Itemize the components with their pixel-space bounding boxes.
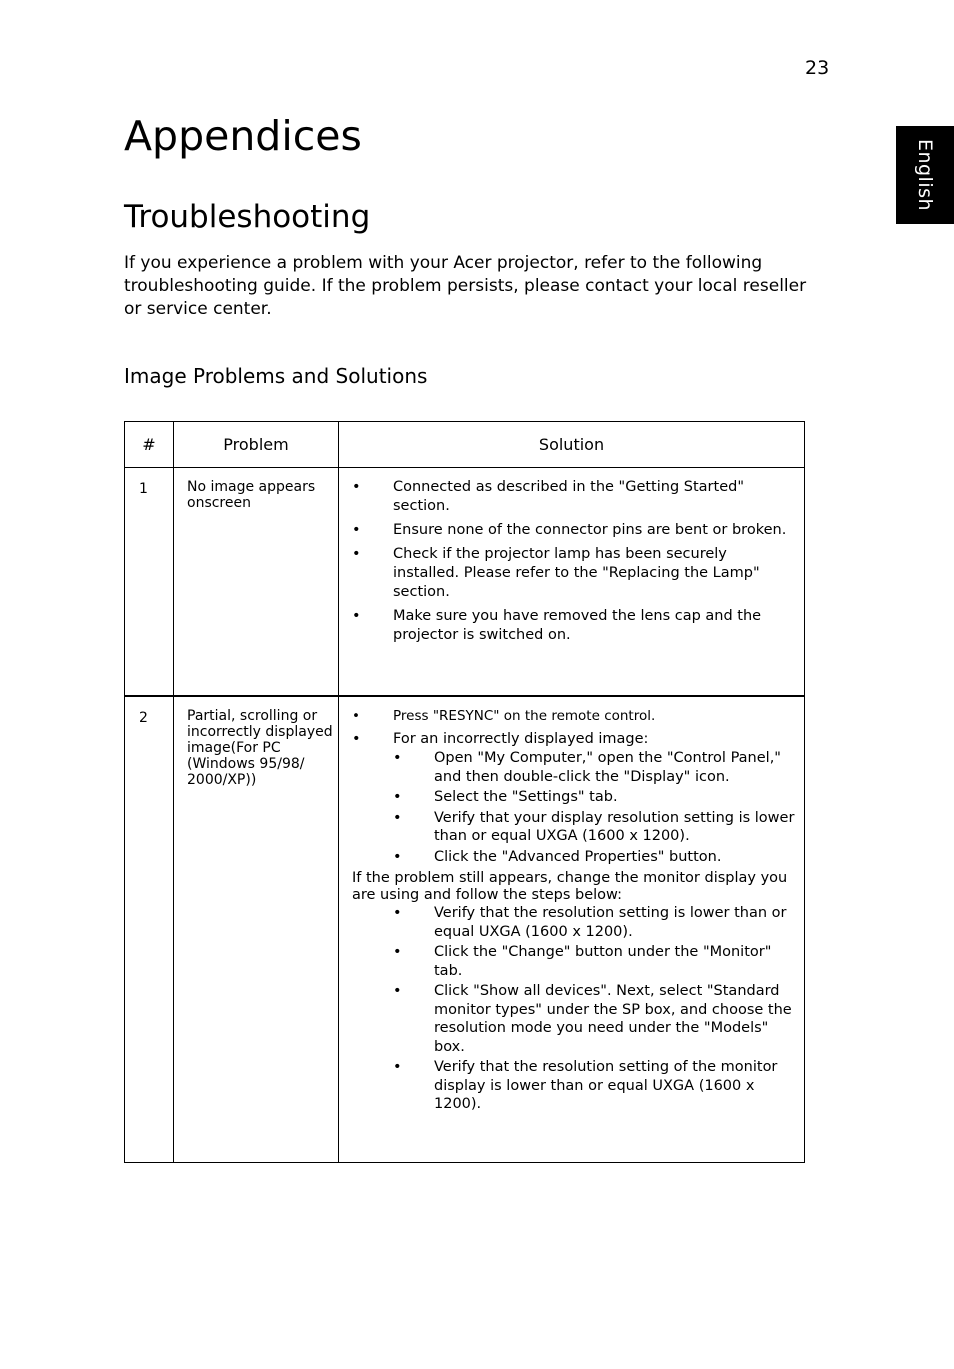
section-title: Troubleshooting [124, 199, 371, 235]
list-item: • Verify that the resolution setting is lower than or equal UXGA (1600 x 1200). [352, 904, 796, 941]
column-header-problem: Problem [174, 422, 339, 468]
list-item: • Select the "Settings" tab. [352, 788, 796, 807]
solution-cell [339, 468, 805, 697]
column-header-number: # [125, 422, 174, 468]
page-title: Appendices [124, 112, 362, 160]
list-item: • Click the "Advanced Properties" button. [352, 848, 796, 867]
problem-cell: No image appears onscreen [174, 468, 339, 697]
list-item: • Click the "Change" button under the "Monitor" tab. [352, 943, 796, 980]
list-item: • Make sure you have removed the lens cap and the projector is switched on. [352, 607, 796, 645]
note-text: If the problem still appears, change the monitor display you are using and follow the steps below: [352, 870, 788, 903]
page-number: 23 [805, 57, 830, 79]
list-item: • Open "My Computer," open the "Control Panel," and then double-click the "Display" icon. [352, 749, 796, 786]
solution-cell [339, 696, 805, 1163]
list-item: • Ensure none of the connector pins are bent or broken. [352, 521, 796, 540]
problem-cell: Partial, scrolling or incorrectly displayed image(For PC (Windows 95/98/ 2000/XP)) [174, 696, 339, 1163]
subsection-title: Image Problems and Solutions [124, 364, 428, 388]
row-number: 1 [125, 468, 174, 697]
intro-paragraph: If you experience a problem with your Acer projector, refer to the following troubleshooting guide. If the problem persists, please contact your local reseller or service center. [124, 253, 807, 319]
list-item: • Verify that the resolution setting of the monitor display is lower than or equal UXGA (1600 x 1200). [352, 1058, 796, 1114]
list-item: • Verify that your display resolution setting is lower than or equal UXGA (1600 x 1200). [352, 809, 796, 846]
table-row [125, 696, 805, 1163]
language-tab [896, 126, 954, 224]
table-row [125, 468, 805, 697]
troubleshooting-table [124, 421, 805, 1163]
list-item: • Click "Show all devices". Next, select "Standard monitor types" under the SP box, and choose the resolution mode you need under the "Models" box. [352, 982, 796, 1056]
language-tab-label: English [914, 138, 937, 212]
solution-list [352, 707, 796, 866]
row-number: 2 [125, 696, 174, 1163]
column-header-solution: Solution [339, 422, 805, 468]
list-item-label: For an incorrectly displayed image: [393, 731, 649, 747]
table-header-row [125, 422, 805, 468]
sub-list [393, 749, 796, 866]
list-item: • Check if the projector lamp has been securely installed. Please refer to the "Replacing the Lamp" section. [352, 545, 796, 602]
list-item: • Press "RESYNC" on the remote control. [352, 707, 796, 726]
list-item [352, 730, 796, 866]
solution-list [352, 478, 796, 645]
sub-list [393, 904, 796, 1114]
list-item: • Connected as described in the "Getting Started" section. [352, 478, 796, 516]
